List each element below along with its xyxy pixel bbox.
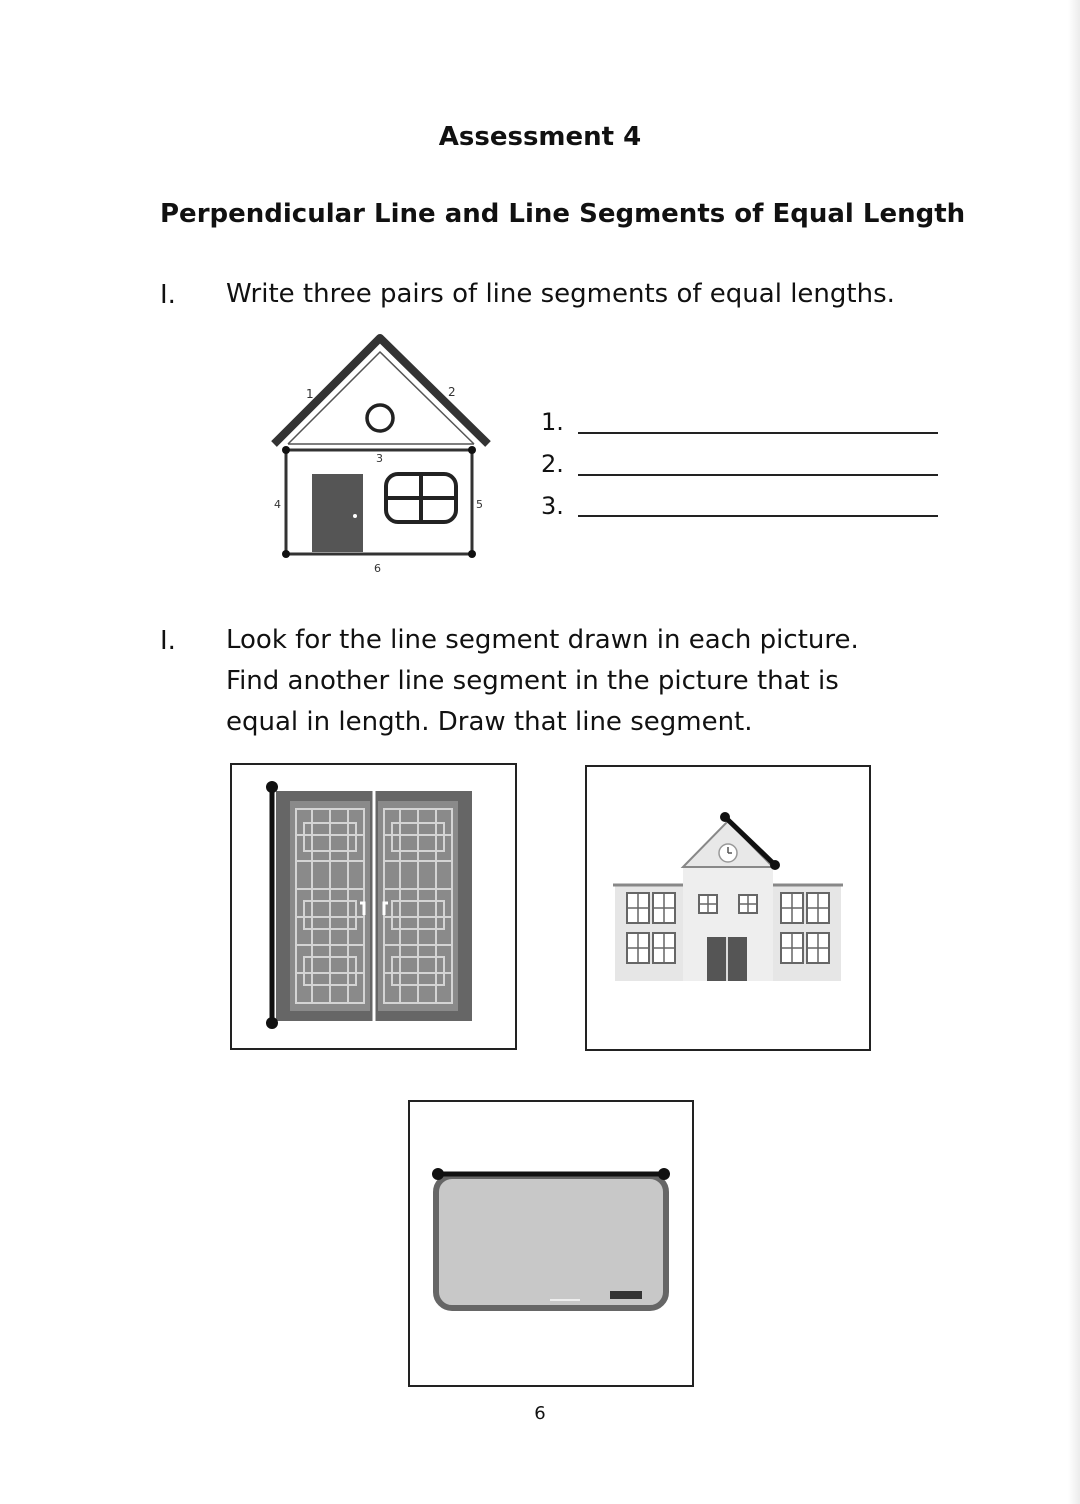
answer-3-label: 3. [541,492,564,520]
section1-number: I. [160,280,176,310]
answer-3-line[interactable] [578,515,938,517]
segment-label-3: 3 [376,452,383,465]
page-title: Assessment 4 [438,122,642,152]
house-door [312,474,363,552]
segment-label-6: 6 [374,562,381,575]
answer-1-line[interactable] [578,432,938,434]
answer-2-line[interactable] [578,474,938,476]
section2-instruction-line-1: Look for the line segment drawn in each picture. [226,625,859,655]
segment-label-2: 2 [448,385,456,399]
door-picture-box[interactable] [230,763,517,1050]
school-picture-box[interactable] [585,765,871,1051]
section2-instruction-line-2: Find another line segment in the picture that is [226,666,839,696]
answer-2-label: 2. [541,450,564,478]
chalkboard [436,1176,666,1308]
page-number: 6 [534,1403,546,1424]
answer-1-label: 1. [541,408,564,436]
page-subtitle: Perpendicular Line and Line Segments of Equal Length [160,199,966,229]
segment-label-1: 1 [306,387,314,401]
board-picture-box[interactable] [408,1100,694,1387]
segment-label-4: 4 [274,498,281,511]
section2-number: I. [160,626,176,656]
segment-label-5: 5 [476,498,483,511]
page-edge-shadow [1068,0,1080,1504]
section1-instruction: Write three pairs of line segments of equal lengths. [226,279,895,309]
round-window [367,405,393,431]
chalk-eraser [610,1291,642,1299]
house-figure [262,326,502,578]
section2-instruction-line-3: equal in length. Draw that line segment. [226,707,753,737]
